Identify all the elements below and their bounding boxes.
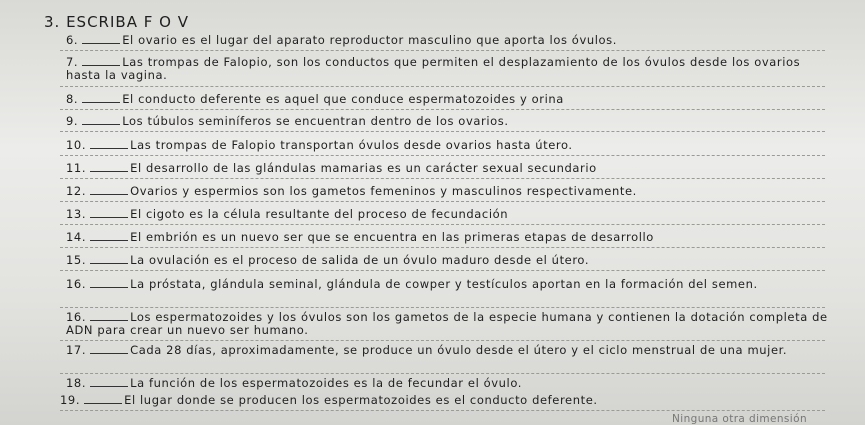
question-8	[66, 93, 835, 106]
question-text: Las trompas de Falopio transportan óvulos desde ovarios hasta útero.	[130, 138, 573, 152]
ruled-line	[60, 373, 825, 374]
ruled-line	[60, 247, 825, 248]
answer-blank[interactable]	[90, 254, 128, 264]
answer-blank[interactable]	[82, 93, 120, 103]
question-text: La función de los espermatozoides es la de fecundar el óvulo.	[130, 376, 523, 390]
question-number: 18.	[66, 376, 87, 390]
question-text: El lugar donde se producen los espermatozoides es el conducto deferente.	[124, 393, 598, 407]
question-text: El conducto deferente es aquel que conduce espermatozoides y orina	[122, 92, 564, 106]
question-number: 19.	[60, 393, 81, 407]
question-11	[66, 162, 835, 175]
question-text: El embrión es un nuevo ser que se encuentra en las primeras etapas de desarrollo	[130, 230, 654, 244]
question-number: 16.	[66, 310, 87, 324]
ruled-line	[60, 201, 825, 202]
ruled-line	[60, 340, 825, 341]
question-number: 13.	[66, 207, 87, 221]
question-text: Las trompas de Falopio, son los conductos que permiten el desplazamiento de los óvulos desde los ovarios hasta la vagina.	[66, 55, 801, 82]
question-17	[66, 344, 835, 357]
question-10	[66, 139, 835, 152]
question-number: 17.	[66, 343, 87, 357]
question-text: El cigoto es la célula resultante del proceso de fecundación	[130, 207, 509, 221]
answer-blank[interactable]	[82, 56, 120, 66]
question-number: 10.	[66, 138, 87, 152]
question-number: 6.	[66, 33, 79, 47]
answer-blank[interactable]	[90, 231, 128, 241]
answer-blank[interactable]	[90, 377, 128, 387]
question-18	[66, 377, 835, 390]
ruled-line	[60, 109, 825, 110]
ruled-line	[60, 410, 825, 411]
question-text: Los túbulos seminíferos se encuentran dentro de los ovarios.	[122, 114, 509, 128]
ruled-line	[60, 86, 825, 87]
footer-text: Ninguna otra dimensión	[672, 413, 807, 425]
answer-blank[interactable]	[90, 185, 128, 195]
ruled-line	[60, 131, 825, 132]
question-text: Ovarios y espermios son los gametos femeninos y masculinos respectivamente.	[130, 184, 637, 198]
question-number: 15.	[66, 253, 87, 267]
question-15	[66, 254, 835, 267]
question-number: 16.	[66, 277, 87, 291]
answer-blank[interactable]	[82, 115, 120, 125]
question-text: La ovulación es el proceso de salida de un óvulo maduro desde el útero.	[130, 253, 590, 267]
ruled-line	[60, 178, 825, 179]
section-title: 3. ESCRIBA F O V	[44, 13, 189, 31]
ruled-line	[60, 270, 825, 271]
question-text: El ovario es el lugar del aparato reproductor masculino que aporta los óvulos.	[122, 33, 618, 47]
answer-blank[interactable]	[90, 311, 128, 321]
answer-blank[interactable]	[90, 139, 128, 149]
ruled-line	[60, 307, 825, 308]
question-text: Cada 28 días, aproximadamente, se produce un óvulo desde el útero y el ciclo menstrual de una mujer.	[130, 343, 788, 357]
answer-blank[interactable]	[90, 344, 128, 354]
answer-blank[interactable]	[90, 162, 128, 172]
ruled-line	[60, 224, 825, 225]
question-number: 11.	[66, 161, 87, 175]
question-text: Los espermatozoides y los óvulos son los gametos de la especie humana y contienen la dotación completa de ADN para crear un nuevo ser humano.	[66, 310, 828, 337]
question-number: 14.	[66, 230, 87, 244]
question-text: El desarrollo de las glándulas mamarias es un carácter sexual secundario	[130, 161, 597, 175]
question-number: 7.	[66, 55, 79, 69]
question-text: La próstata, glándula seminal, glándula de cowper y testículos aportan en la formación del semen.	[130, 277, 758, 291]
question-number: 9.	[66, 114, 79, 128]
question-14	[66, 231, 835, 244]
answer-blank[interactable]	[90, 208, 128, 218]
question-number: 12.	[66, 184, 87, 198]
ruled-line	[60, 155, 825, 156]
question-13	[66, 208, 835, 221]
question-number: 8.	[66, 92, 79, 106]
question-6	[66, 34, 835, 47]
answer-blank[interactable]	[82, 34, 120, 44]
question-16b	[66, 311, 835, 337]
question-7	[66, 56, 835, 82]
ruled-line	[60, 50, 825, 51]
question-12	[66, 185, 835, 198]
question-16a	[66, 278, 835, 291]
question-9	[66, 115, 835, 128]
answer-blank[interactable]	[84, 394, 122, 404]
answer-blank[interactable]	[90, 278, 128, 288]
question-19	[60, 394, 835, 407]
